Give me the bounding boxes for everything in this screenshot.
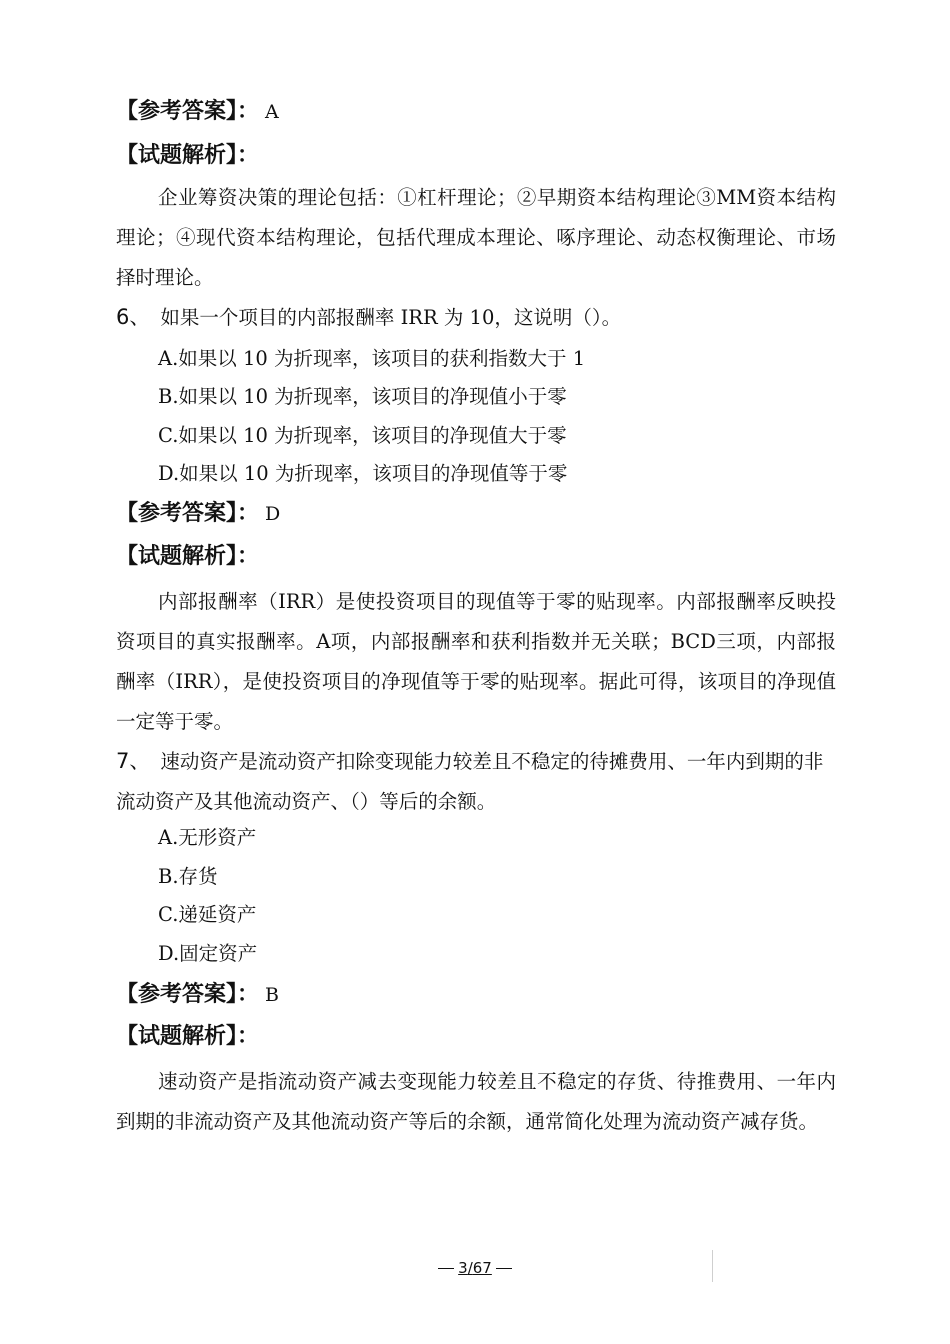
option-b: B.存货 bbox=[158, 865, 218, 888]
option-b: B.如果以 10 为折现率，该项目的净现值小于零 bbox=[158, 385, 567, 408]
question-6 bbox=[116, 297, 836, 338]
analysis-label: 【试题解析】： bbox=[116, 1024, 260, 1049]
question-number: 7、 bbox=[116, 749, 151, 773]
analysis-text: 企业筹资决策的理论包括：①杠杆理论；②早期资本结构理论③MM资本结构理论；④现代资本结构理论，包括代理成本理论、啄序理论、动态权衡理论、市场择时理论。 bbox=[116, 186, 836, 289]
answer-label: 【参考答案】： B bbox=[116, 982, 279, 1007]
answer-label: 【参考答案】： D bbox=[116, 501, 281, 526]
answer-value: D bbox=[265, 503, 281, 525]
option-d: D.固定资产 bbox=[158, 942, 258, 965]
option-a: A.如果以 10 为折现率，该项目的获利指数大于 1 bbox=[158, 347, 586, 370]
page-footer bbox=[0, 1258, 950, 1278]
analysis-text: 速动资产是指流动资产减去变现能力较差且不稳定的存货、待推费用、一年内到期的非流动资产及其他流动资产等后的余额，通常简化处理为流动资产减存货。 bbox=[116, 1070, 836, 1133]
option-c: C.如果以 10 为折现率，该项目的净现值大于零 bbox=[158, 424, 567, 447]
footer-dash-left bbox=[438, 1268, 454, 1269]
question-text: 如果一个项目的内部报酬率 IRR 为 10，这说明（）。 bbox=[160, 306, 622, 329]
analysis-text: 内部报酬率（IRR）是使投资项目的现值等于零的贴现率。内部报酬率反映投资项目的真实报酬率。A项，内部报酬率和获利指数并无关联；BCD三项，内部报酬率（IRR），是使投资项目的净现值等于零的贴现率。据此可得，该项目的净现值一定等于零。 bbox=[116, 590, 836, 733]
option-c: C.递延资产 bbox=[158, 903, 257, 926]
analysis-label: 【试题解析】： bbox=[116, 544, 260, 569]
answer-value: A bbox=[265, 101, 279, 123]
footer-divider bbox=[712, 1250, 713, 1282]
analysis-label: 【试题解析】： bbox=[116, 143, 260, 168]
answer-value: B bbox=[265, 984, 279, 1006]
page-number: 3/67 bbox=[458, 1259, 492, 1277]
option-a: A.无形资产 bbox=[158, 826, 257, 849]
footer-dash-right bbox=[496, 1268, 512, 1269]
option-d: D.如果以 10 为折现率，该项目的净现值等于零 bbox=[158, 462, 568, 485]
question-number: 6、 bbox=[116, 305, 151, 329]
question-text: 速动资产是流动资产扣除变现能力较差且不稳定的待摊费用、一年内到期的非流动资产及其他流动资产、（）等后的余额。 bbox=[116, 750, 824, 813]
answer-label: 【参考答案】： A bbox=[116, 99, 279, 124]
question-7 bbox=[116, 741, 836, 822]
